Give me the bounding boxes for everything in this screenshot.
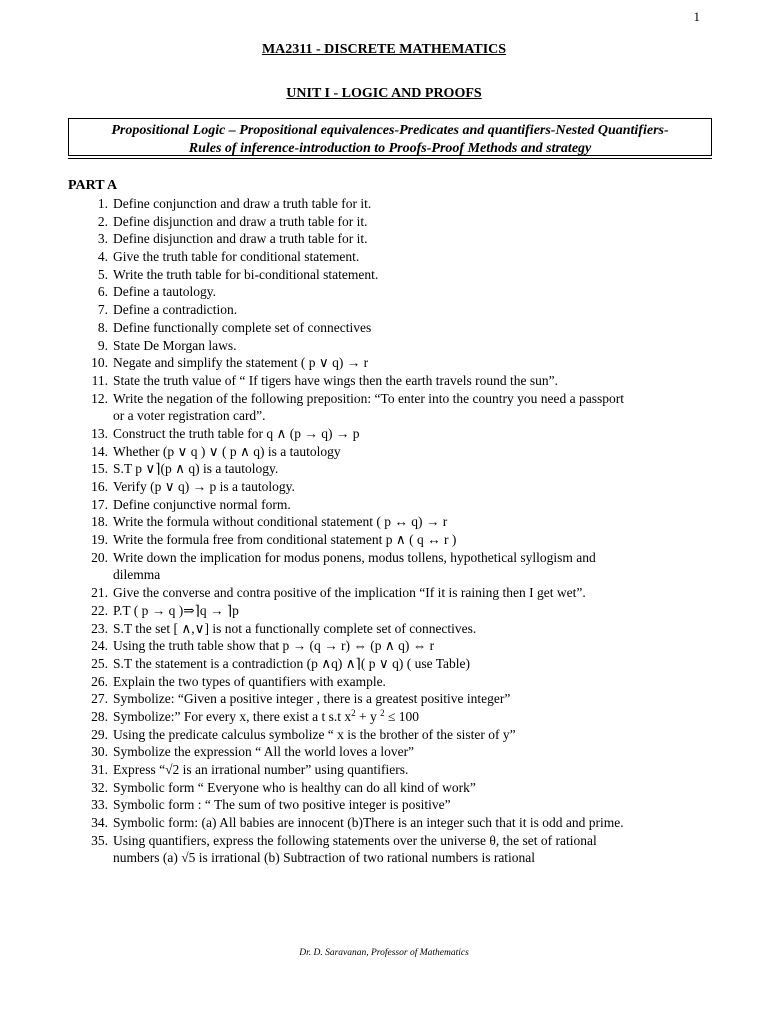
- question-text-line: Define disjunction and draw a truth table for it.: [113, 213, 368, 229]
- question-text-part: Symbolize:” For every x, there exist a t s.t x: [113, 708, 352, 724]
- question-text-line: Define a tautology.: [113, 284, 216, 300]
- part-heading: PART A: [68, 178, 118, 193]
- question-text: [113, 779, 476, 797]
- question-text-line: Define conjunction and draw a truth table for it.: [113, 196, 372, 211]
- question-text-line: Symbolic form: (a) All babies are innocent (b)There is an integer such that it is odd and prime.: [113, 815, 624, 831]
- question-item: [0, 248, 768, 266]
- question-list: [0, 195, 768, 867]
- question-number: 14.: [91, 443, 108, 459]
- question-text: [113, 425, 359, 443]
- question-item: [0, 266, 768, 284]
- question-item: [0, 460, 768, 478]
- footer-author: Dr. D. Saravanan, Professor of Mathematics: [299, 948, 469, 958]
- question-item: [0, 531, 768, 549]
- page-number: 1: [693, 9, 700, 24]
- question-number: 15.: [91, 461, 108, 477]
- question-item: [0, 195, 768, 213]
- question-item: [0, 743, 768, 761]
- question-item: [0, 637, 768, 655]
- question-item: [0, 620, 768, 638]
- question-item: [0, 602, 768, 620]
- question-number: 20.: [91, 549, 108, 565]
- question-number: 35.: [91, 832, 108, 848]
- question-number: 10.: [91, 355, 108, 371]
- question-text-line: Using the truth table show that p → (q → r) ⇔ (p ∧ q) ⇔ r: [113, 638, 435, 654]
- question-text-line: Whether (p ∨ q ) ∨ ( p ∧ q) is a tautology: [113, 443, 341, 459]
- question-item: [0, 283, 768, 301]
- question-text-line: or a voter registration card”.: [113, 408, 266, 424]
- question-item: [0, 319, 768, 337]
- question-item: [0, 425, 768, 443]
- question-text: [113, 531, 456, 549]
- question-text: [113, 673, 386, 691]
- question-text: [113, 602, 239, 620]
- question-text-line: Construct the truth table for q ∧ (p → q) → p: [113, 425, 360, 441]
- question-number: 26.: [91, 673, 108, 689]
- question-number: 16.: [91, 479, 108, 495]
- question-text-line: Write the formula free from conditional statement p ∧ ( q ↔ r ): [113, 532, 457, 548]
- question-text: [113, 337, 236, 355]
- question-item: [0, 478, 768, 496]
- question-text: [113, 549, 596, 584]
- question-text-line: dilemma: [113, 567, 161, 583]
- question-number: 7.: [97, 302, 108, 318]
- question-text: [113, 708, 419, 726]
- question-text: [113, 620, 476, 638]
- topics-underline: [68, 158, 712, 159]
- question-text: [113, 213, 368, 231]
- question-text-part: 2: [380, 707, 385, 718]
- question-text-part: 2: [351, 707, 356, 718]
- question-text: [113, 513, 447, 531]
- question-item: [0, 726, 768, 744]
- question-text-line: P.T ( p → q )⇒⌉q → ⌉p: [113, 602, 239, 618]
- question-text-line: Verify (p ∨ q) → p is a tautology.: [113, 479, 295, 495]
- question-item: [0, 443, 768, 461]
- question-text-part: + y: [355, 708, 381, 724]
- question-item: [0, 690, 768, 708]
- question-text-line: Express “√2 is an irrational number” using quantifiers.: [113, 762, 409, 778]
- topics-line-1: Propositional Logic – Propositional equivalences-Predicates and quantifiers-Nested Quantifiers-: [111, 123, 669, 138]
- question-text-line: State the truth value of “ If tigers have wings then the earth travels round the sun”.: [113, 372, 558, 388]
- question-text: [113, 283, 216, 301]
- question-text: [113, 814, 624, 832]
- question-number: 3.: [97, 231, 108, 247]
- question-text-line: Write down the implication for modus ponens, modus tollens, hypothetical syllogism and: [113, 549, 596, 565]
- question-number: 6.: [97, 284, 108, 300]
- question-number: 22.: [91, 602, 108, 618]
- question-number: 24.: [91, 638, 108, 654]
- question-text: [113, 372, 558, 390]
- question-text-line: Symbolic form : “ The sum of two positive integer is positive”: [113, 797, 451, 813]
- question-item: [0, 584, 768, 602]
- unit-title: UNIT I - LOGIC AND PROOFS: [286, 86, 482, 101]
- question-text: [113, 301, 237, 319]
- question-number: 29.: [91, 726, 108, 742]
- topics-line-2: Rules of inference-introduction to Proofs-Proof Methods and strategy: [188, 141, 592, 156]
- question-number: 2.: [97, 213, 108, 229]
- question-text: [113, 230, 368, 248]
- question-number: 34.: [91, 815, 108, 831]
- question-text: [113, 832, 597, 867]
- question-item: [0, 513, 768, 531]
- question-number: 8.: [97, 319, 108, 335]
- question-text: [113, 637, 434, 655]
- question-text-line: Write the negation of the following preposition: “To enter into the country you need a passport: [113, 390, 625, 406]
- question-text-line: Negate and simplify the statement ( p ∨ q) → r: [113, 355, 369, 371]
- question-text: [113, 354, 368, 372]
- question-text: [113, 761, 408, 779]
- question-item: [0, 337, 768, 355]
- question-text-line: S.T the set [ ∧,∨] is not a functionally complete set of connectives.: [113, 620, 477, 636]
- question-text: [113, 743, 414, 761]
- question-text: [113, 460, 278, 478]
- course-title: MA2311 - DISCRETE MATHEMATICS: [261, 42, 507, 57]
- question-item: [0, 213, 768, 231]
- question-item: [0, 301, 768, 319]
- question-number: 27.: [91, 691, 108, 707]
- question-text: [113, 390, 624, 425]
- question-text-line: Symbolic form “ Everyone who is healthy can do all kind of work”: [113, 779, 476, 795]
- question-item: [0, 779, 768, 797]
- question-item: [0, 354, 768, 372]
- question-number: 9.: [97, 337, 108, 353]
- question-text-line: Define disjunction and draw a truth table for it.: [113, 231, 368, 247]
- question-item: [0, 549, 768, 584]
- question-number: 18.: [91, 514, 108, 530]
- question-number: 12.: [91, 390, 108, 406]
- question-item: [0, 814, 768, 832]
- question-text: [113, 266, 378, 284]
- question-text: [113, 584, 586, 602]
- question-number: 13.: [91, 425, 108, 441]
- question-text: [113, 248, 359, 266]
- question-item: [0, 796, 768, 814]
- question-number: 4.: [97, 249, 108, 265]
- question-text-line: S.T p ∨⌉(p ∧ q) is a tautology.: [113, 461, 279, 477]
- question-number: 28.: [91, 708, 108, 724]
- question-number: 33.: [91, 797, 108, 813]
- question-item: [0, 708, 768, 726]
- question-item: [0, 832, 768, 867]
- question-text-line: Using the predicate calculus symbolize “ x is the brother of the sister of y”: [113, 726, 516, 742]
- question-number: 5.: [97, 266, 108, 282]
- question-text-line: Write the truth table for bi-conditional statement.: [113, 266, 379, 282]
- question-text-line: State De Morgan laws.: [113, 337, 237, 353]
- question-item: [0, 372, 768, 390]
- question-text-line: Define functionally complete set of connectives: [113, 319, 372, 335]
- question-item: [0, 655, 768, 673]
- question-text-line: Give the converse and contra positive of the implication “If it is raining then I get wet”.: [113, 585, 586, 601]
- question-text: [113, 726, 516, 744]
- question-number: 32.: [91, 779, 108, 795]
- question-number: 25.: [91, 655, 108, 671]
- question-text: [113, 319, 371, 337]
- question-text: [113, 195, 371, 213]
- question-text-line: Define a contradiction.: [113, 302, 238, 318]
- question-number: 17.: [91, 496, 108, 512]
- question-number: 31.: [91, 762, 108, 778]
- question-text-line: Write the formula without conditional statement ( p ↔ q) → r: [113, 514, 448, 530]
- question-number: 11.: [91, 372, 108, 388]
- question-number: 19.: [91, 532, 108, 548]
- question-text: [113, 443, 341, 461]
- question-item: [0, 230, 768, 248]
- question-number: 21.: [91, 585, 108, 601]
- question-text: [113, 690, 510, 708]
- question-text-line: Symbolize: “Given a positive integer , there is a greatest positive integer”: [113, 691, 511, 707]
- topics-text: [74, 122, 706, 158]
- question-text: [113, 478, 295, 496]
- question-text-line: S.T the statement is a contradiction (p ∧q) ∧⌉( p ∨ q) ( use Table): [113, 655, 471, 671]
- question-item: [0, 496, 768, 514]
- question-text-line: Symbolize the expression “ All the world loves a lover”: [113, 744, 415, 760]
- question-text-line: Using quantifiers, express the following statements over the universe θ, the set of rational: [113, 832, 597, 848]
- question-text-line: Explain the two types of quantifiers with example.: [113, 673, 386, 689]
- question-item: [0, 390, 768, 425]
- question-text: [113, 796, 451, 814]
- question-text: [113, 655, 470, 673]
- question-number: 23.: [91, 620, 108, 636]
- question-number: 30.: [91, 744, 108, 760]
- question-text: [113, 496, 291, 514]
- question-number: 1.: [97, 196, 108, 211]
- question-text-line: numbers (a) √5 is irrational (b) Subtraction of two rational numbers is rational: [113, 850, 536, 866]
- question-text-part: ≤ 100: [384, 708, 419, 724]
- question-text-line: Define conjunctive normal form.: [113, 496, 291, 512]
- question-text-line: Give the truth table for conditional statement.: [113, 249, 360, 265]
- question-item: [0, 673, 768, 691]
- question-item: [0, 761, 768, 779]
